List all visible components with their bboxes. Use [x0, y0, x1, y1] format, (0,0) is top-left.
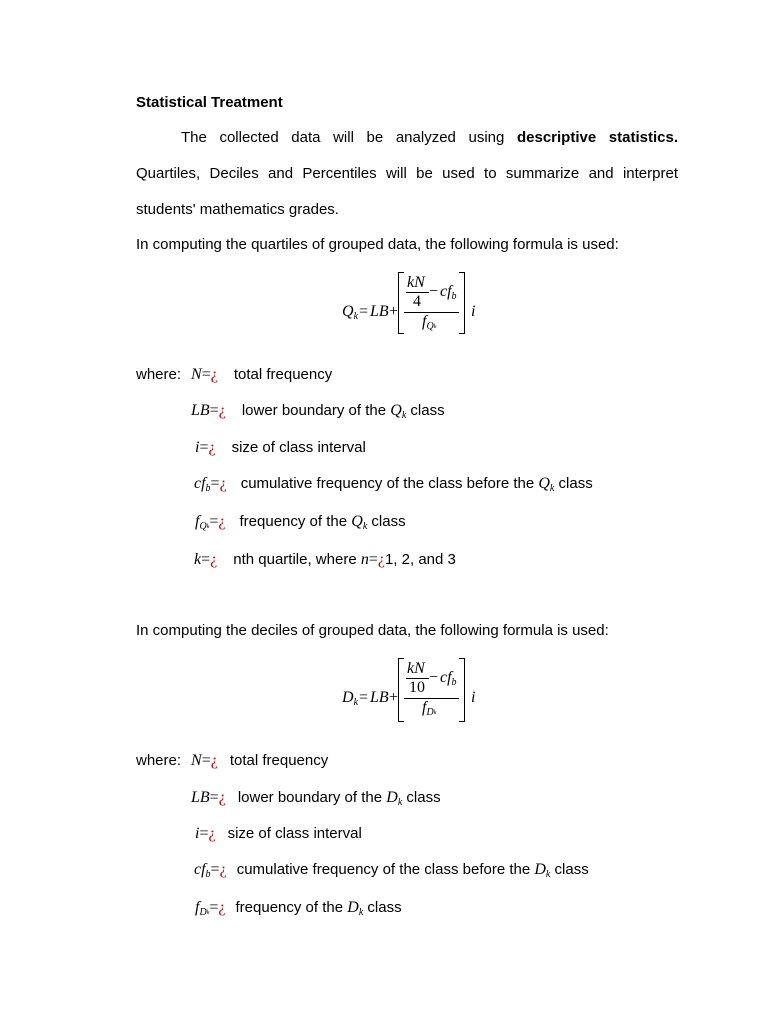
- right-bracket: [459, 658, 465, 722]
- def-lb: LB=¿ lower boundary of the $D_k$ class: [191, 789, 441, 808]
- intro-paragraph: [136, 120, 678, 228]
- formula-lhs: Dk: [342, 689, 359, 708]
- section-heading: Statistical Treatment: [136, 94, 283, 111]
- right-bracket: [459, 272, 465, 334]
- quartile-intro: In computing the quartiles of grouped data, the following formula is used:: [136, 236, 619, 253]
- def-fq: $f_Qk=¿$ frequency of the $Q_k$ class: [195, 513, 406, 532]
- quartile-formula: Qk = LB + kN 4 − cfb fQk i: [342, 274, 476, 332]
- decile-formula: Dk = LB + kN 10 − cfb fDk i: [342, 656, 482, 724]
- f-term: fDk: [422, 699, 437, 718]
- cf-term: cfb: [440, 669, 457, 688]
- def-i: i=¿ size of class interval: [195, 439, 366, 456]
- intro-bold-term: descriptive statistics.: [516, 129, 678, 146]
- left-bracket: [398, 658, 404, 722]
- f-term: fQk: [422, 313, 437, 332]
- def-cfb: $cf_b=¿$ cumulative frequency of the class before the $Q_k$ class: [194, 475, 593, 494]
- intro-text-rest: Quartiles, Deciles and Percentiles will be used to summarize and interpret students' mathematics grades.: [136, 165, 678, 218]
- def-k: k=¿ nth quartile, where n=¿1, 2, and 3: [194, 551, 456, 568]
- def-cfb: $cf_b=¿$ cumulative frequency of the class before the $D_k$ class: [194, 861, 589, 880]
- def-i: i=¿ size of class interval: [195, 825, 362, 842]
- formula-lhs: Qk: [342, 303, 359, 322]
- cf-term: cfb: [440, 283, 457, 302]
- def-n: where: N=¿ total frequency: [136, 366, 333, 383]
- left-bracket: [398, 272, 404, 334]
- def-n: where: N=¿ total frequency: [136, 752, 329, 769]
- def-fd: $f_Dk=¿$ frequency of the $D_k$ class: [195, 899, 402, 918]
- intro-text-start: The collected data will be analyzed using: [181, 129, 517, 146]
- def-lb: LB=¿ lower boundary of the $Q_k$ class: [191, 402, 445, 421]
- decile-intro: In computing the deciles of grouped data, the following formula is used:: [136, 622, 609, 639]
